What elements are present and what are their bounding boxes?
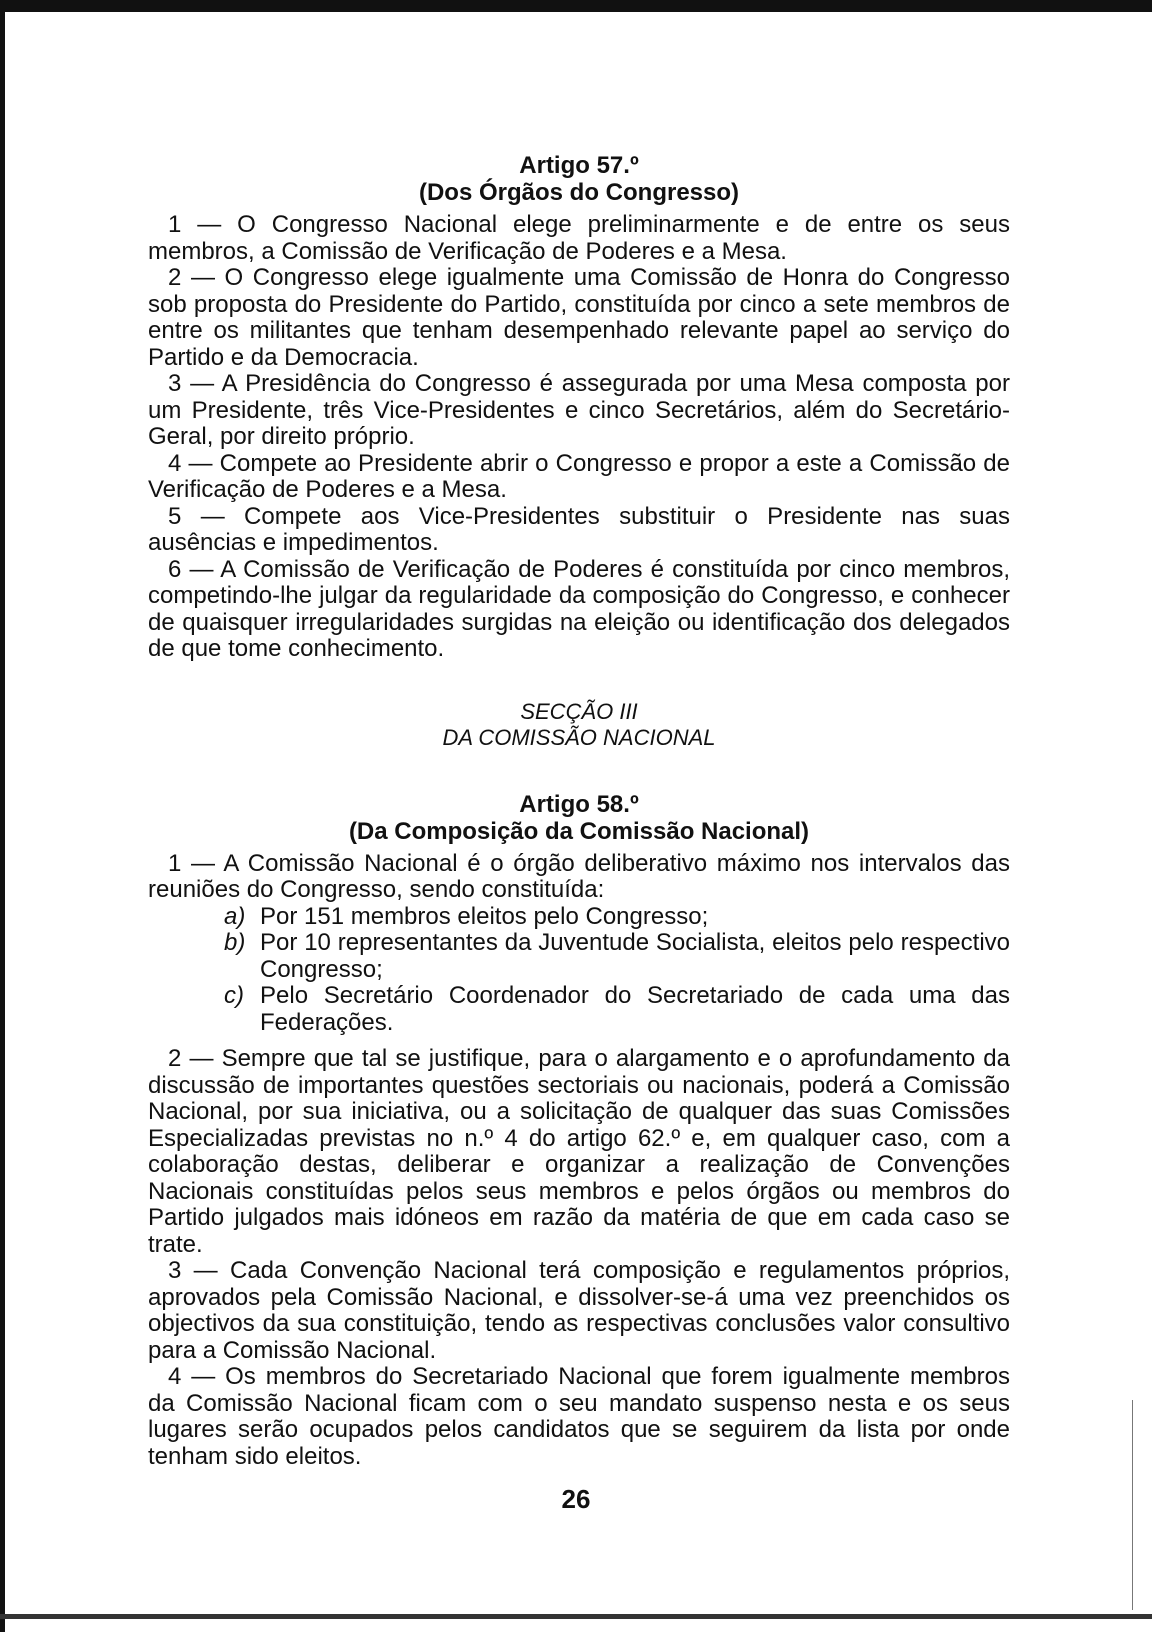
list-item [224,904,1010,931]
article-58-paragraph-4: 4 — Os membros do Secretariado Nacional que forem igualmente membros da Comissão Nacional ficam com o seu mandato suspenso nesta e os seus lugares serão ocupados pelos candidatos que se seguirem da lista por onde tenham sido eleitos. [148,1363,1010,1470]
article-57-paragraph-6: 6 — A Comissão de Verificação de Poderes é constituída por cinco membros, competindo-lhe julgar da regularidade da composição do Congresso, e conhecer de quaisquer irregularidades surgidas na eleição ou identificação dos delegados de que tome conhecimento. [148,555,1010,662]
article-57-title: Artigo 57.º [519,152,639,179]
article-58-paragraph-3: 3 — Cada Convenção Nacional terá composição e regulamentos próprios, aprovados pela Comissão Nacional, e dissolver-se-á uma vez preenchidos os objectivos da sua constituição, tendo as respectivas conclusões valor consultivo para a Comissão Nacional. [148,1257,1010,1364]
list-item-text: Por 151 membros eleitos pelo Congresso; [260,902,709,930]
article-58-paragraph-1: 1 — A Comissão Nacional é o órgão deliberativo máximo nos intervalos das reuniões do Congresso, sendo constituída: [148,849,1010,903]
page-border-top [0,0,1152,12]
page-border-left [0,0,5,1632]
list-item-text: Por 10 representantes da Juventude Socialista, eleitos pelo respectivo Congresso; [260,929,1010,983]
section-title: DA COMISSÃO NACIONAL [442,724,716,750]
article-57-paragraph-3: 3 — A Presidência do Congresso é assegurada por uma Mesa composta por um Presidente, três Vice-Presidentes e cinco Secretários, além do Secretário-Geral, por direito próprio. [148,370,1010,450]
document-page [148,152,1010,1470]
article-57-heading [148,152,1010,206]
article-57-paragraph-2: 2 — O Congresso elege igualmente uma Comissão de Honra do Congresso sob proposta do Presidente do Partido, constituída por cinco a sete membros de entre os militantes que tenham desempenhado relevante papel ao serviço do Partido e da Democracia. [148,264,1010,371]
list-item-letter: b) [224,929,246,956]
page-border-bottom [0,1614,1152,1619]
article-57-paragraph-1: 1 — O Congresso Nacional elege preliminarmente e de entre os seus membros, a Comissão de Verificação de Poderes e a Mesa. [148,211,1010,265]
list-item-letter: c) [224,982,244,1009]
article-57-paragraph-5: 5 — Compete aos Vice-Presidentes substituir o Presidente nas suas ausências e impedimentos. [148,502,1010,556]
article-58-title: Artigo 58.º [519,790,639,818]
article-58-subtitle: (Da Composição da Comissão Nacional) [348,817,810,845]
section-number: SECÇÃO III [520,698,638,724]
list-item [224,983,1010,1036]
article-57-subtitle: (Dos Órgãos do Congresso) [418,179,740,206]
article-58-heading [148,791,1010,845]
composition-list [148,904,1010,1037]
list-item [224,930,1010,983]
page-number: 26 [561,1484,591,1514]
article-57-paragraph-4: 4 — Compete ao Presidente abrir o Congresso e propor a este a Comissão de Verificação de Poderes e a Mesa. [148,449,1010,503]
list-item-letter: a) [224,902,246,930]
list-item-text: Pelo Secretário Coordenador do Secretariado de cada uma das Federações. [260,982,1010,1036]
section-heading [148,699,1010,751]
article-58-paragraph-2: 2 — Sempre que tal se justifique, para o alargamento e o aprofundamento da discussão de importantes questões sectoriais ou nacionais, poderá a Comissão Nacional, por sua iniciativa, ou a solicitação de qualquer das suas Comissões Especializadas previstas no n.º 4 do artigo 62.º e, em qualquer caso, com a colaboração destas, deliberar e organizar a realização de Convenções Nacionais constituídas pelos seus membros e pelos órgãos ou membros do Partido julgados mais idóneos em razão da matéria de que em cada caso se trate. [148,1045,1010,1258]
